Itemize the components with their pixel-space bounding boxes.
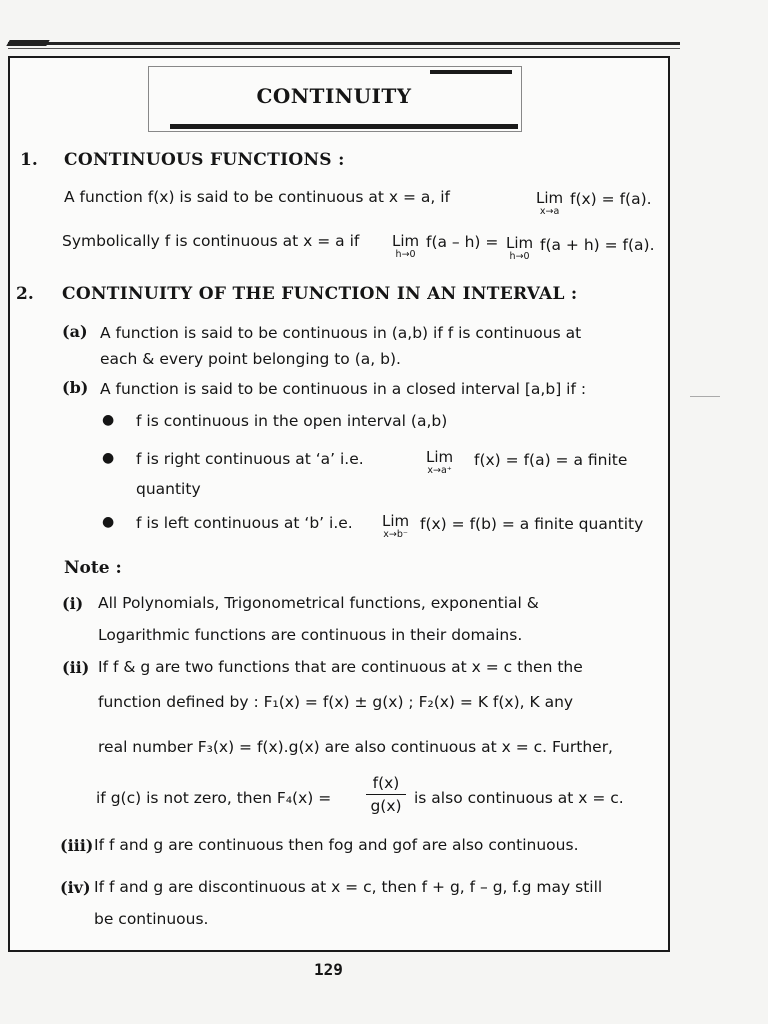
note-text: If f and g are continuous then fog and gof are also continuous. [94,836,579,854]
bullet-text: f is continuous in the open interval (a,b) [136,412,448,430]
limit-word: Lim [506,234,534,252]
margin-mark [690,396,720,397]
section-number: 2. [16,284,34,304]
limit-word: Lim [392,232,420,250]
note-text: if g(c) is not zero, then F₄(x) = [96,789,332,807]
limit-word: Lim [536,189,564,207]
item-text: A function is said to be continuous in (a,b) if f is continuous at [100,324,582,342]
fraction [366,774,406,815]
definition-tail: f(x) = f(a). [570,190,652,208]
bullet-icon: ● [102,412,115,428]
definition-text: A function f(x) is said to be continuous at x = a, if [64,188,450,206]
bullet-text: f(x) = f(a) = a finite [474,451,628,469]
limit-subscript: x→b⁻ [383,529,408,540]
limit-expression [392,234,419,260]
note-text: Logarithmic functions are continuous in their domains. [98,626,523,644]
page-number: 129 [314,960,343,979]
bullet-text: f(x) = f(b) = a finite quantity [420,515,644,533]
limit-expression [536,191,563,217]
limit-subscript: x→a [539,206,560,217]
fraction-denominator: g(x) [370,797,402,815]
limit-word: Lim [382,512,410,530]
section-number: 1. [20,150,38,170]
note-text: real number F₃(x) = f(x).g(x) are also continuous at x = c. Further, [98,738,613,756]
limit-subscript: x→a⁺ [427,465,452,476]
limit-expression [506,236,533,262]
note-heading: Note : [64,558,122,578]
item-text: A function is said to be continuous in a closed interval [a,b] if : [100,380,587,398]
item-label: (a) [62,322,88,341]
title-underline [170,124,518,129]
item-label: (i) [62,594,84,613]
note-text: is also continuous at x = c. [414,789,624,807]
section-heading: CONTINUITY OF THE FUNCTION IN AN INTERVAL : [62,284,578,304]
limit-expression [382,514,409,540]
item-label: (iv) [60,878,91,897]
limit-expression [426,450,453,476]
page-title: CONTINUITY [256,84,412,108]
fraction-bar [366,794,406,795]
item-label: (b) [62,378,89,397]
note-text: If f and g are discontinuous at x = c, then f + g, f – g, f.g may still [94,878,603,896]
item-text: each & every point belonging to (a, b). [100,350,401,368]
top-rule-thin [8,48,680,49]
limit-subscript: h→0 [395,249,416,260]
top-rule [8,42,680,45]
note-text: If f & g are two functions that are continuous at x = c then the [98,658,583,676]
note-text: be continuous. [94,910,209,928]
fraction-numerator: f(x) [372,774,400,792]
bullet-icon: ● [102,450,115,466]
note-text: function defined by : F₁(x) = f(x) ± g(x) ; F₂(x) = K f(x), K any [98,693,574,711]
bullet-icon: ● [102,514,115,530]
symbolic-mid: f(a – h) = [426,233,499,251]
bullet-text: f is right continuous at ‘a’ i.e. [136,450,364,468]
limit-word: Lim [426,448,454,466]
bullet-text: f is left continuous at ‘b’ i.e. [136,514,353,532]
section-heading: CONTINUOUS FUNCTIONS : [64,150,345,170]
item-label: (iii) [60,836,94,855]
symbolic-text: Symbolically f is continuous at x = a if [62,232,360,250]
symbolic-tail: f(a + h) = f(a). [540,236,655,254]
note-text: All Polynomials, Trigonometrical functions, exponential & [98,594,539,612]
bullet-text: quantity [136,480,201,498]
title-decoration [430,70,512,74]
item-label: (ii) [62,658,90,677]
limit-subscript: h→0 [509,251,530,262]
